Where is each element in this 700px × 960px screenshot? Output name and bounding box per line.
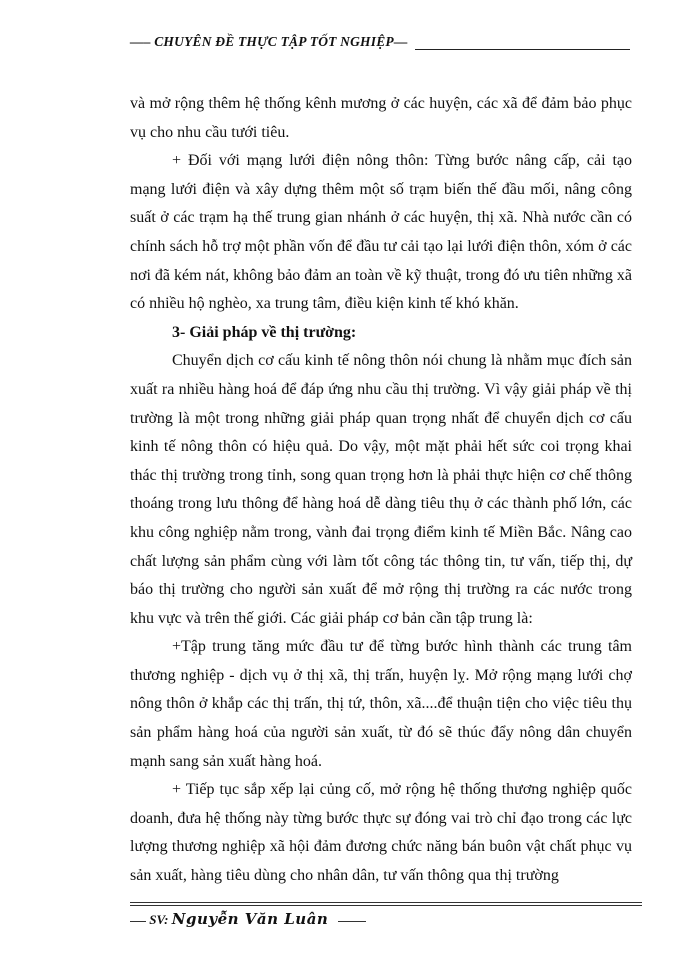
footer-rule-secondary xyxy=(130,905,642,906)
footer-dash-left xyxy=(130,921,146,922)
document-body xyxy=(130,90,632,891)
section-heading: 3- Giải pháp về thị trường: xyxy=(172,323,357,341)
author-signature: Nguyễn Văn Luân xyxy=(171,910,329,928)
paragraph-electric-grid: + Đối với mạng lưới điện nông thôn: Từng bước nâng cấp, cải tạo mạng lưới điện và xây dựng thêm một số trạm biến thế đầu mối, nâng công suất ở các trạm hạ thế trung gian nhánh ở các huyện, thị xã. Nhà nước cần có chính sách hỗ trợ một phần vốn để đầu tư cải tạo lại lưới điện thôn, xóm ở các nơi đã kém nát, không bảo đảm an toàn về kỹ thuật, trong đó ưu tiên những xã có nhiều hộ nghèo, xa trung tâm, điều kiện kinh tế khó khăn. xyxy=(130,152,632,313)
paragraph-investment: +Tập trung tăng mức đầu tư để từng bước hình thành các trung tâm thương nghiệp - dịch vụ ở thị xã, thị trấn, huyện lỵ. Mở rộng mạng lưới chợ nông thôn ở khắp các thị trấn, thị tứ, thôn, xã....để thuận tiện cho việc tiêu thụ sản phẩm hàng hoá của người sản xuất, từ đó sẽ thúc đẩy nông dân chuyển mạnh sang sản xuất hàng hoá. xyxy=(130,638,632,770)
footer-prefix: SV: xyxy=(149,912,169,927)
paragraph-state-commerce: + Tiếp tục sắp xếp lại củng cố, mở rộng hệ thống thương nghiệp quốc doanh, đưa hệ thống này từng bước thực sự đóng vai trò chỉ đạo trong các lực lượng thương nghiệp xã hội đảm đương chức năng bán buôn vật chất phục vụ sản xuất, hàng tiêu dùng cho nhân dân, tư vấn thông qua thị trường xyxy=(130,781,632,885)
paragraph-continuation: và mở rộng thêm hệ thống kênh mương ở các huyện, các xã để đảm bảo phục vụ cho nhu cầu tưới tiêu. xyxy=(130,95,632,141)
header-rule xyxy=(415,49,630,50)
header-title: —– CHUYÊN ĐỀ THỰC TẬP TỐT NGHIỆP— xyxy=(130,34,408,49)
page-header xyxy=(130,34,630,50)
page-footer xyxy=(130,910,366,928)
footer-dash-right xyxy=(338,921,366,922)
paragraph-market: Chuyển dịch cơ cấu kinh tế nông thôn nói chung là nhằm mục đích sản xuất ra nhiều hàng hoá để đáp ứng nhu cầu thị trường. Vì vậy giải pháp về thị trường là một trong những giải pháp quan trọng nhất để chuyển dịch cơ cấu kinh tế nông thôn có hiệu quả. Do vậy, một mặt phải hết sức coi trọng khai thác thị trường trong tỉnh, song quan trọng hơn là phải thực hiện cơ chế thông thoáng trong lưu thông để hàng hoá dễ dàng tiêu thụ ở các thành phố lớn, các khu công nghiệp nằm trong, vành đai trọng điểm kinh tế Miền Bắc. Nâng cao chất lượng sản phẩm cùng với làm tốt công tác thông tin, tư vấn, tiếp thị, dự báo thị trường cho người sản xuất để mở rộng thị trường ra các nước trong khu vực và trên thế giới. Các giải pháp cơ bản cần tập trung là: xyxy=(130,352,632,627)
footer-rule xyxy=(130,902,642,903)
